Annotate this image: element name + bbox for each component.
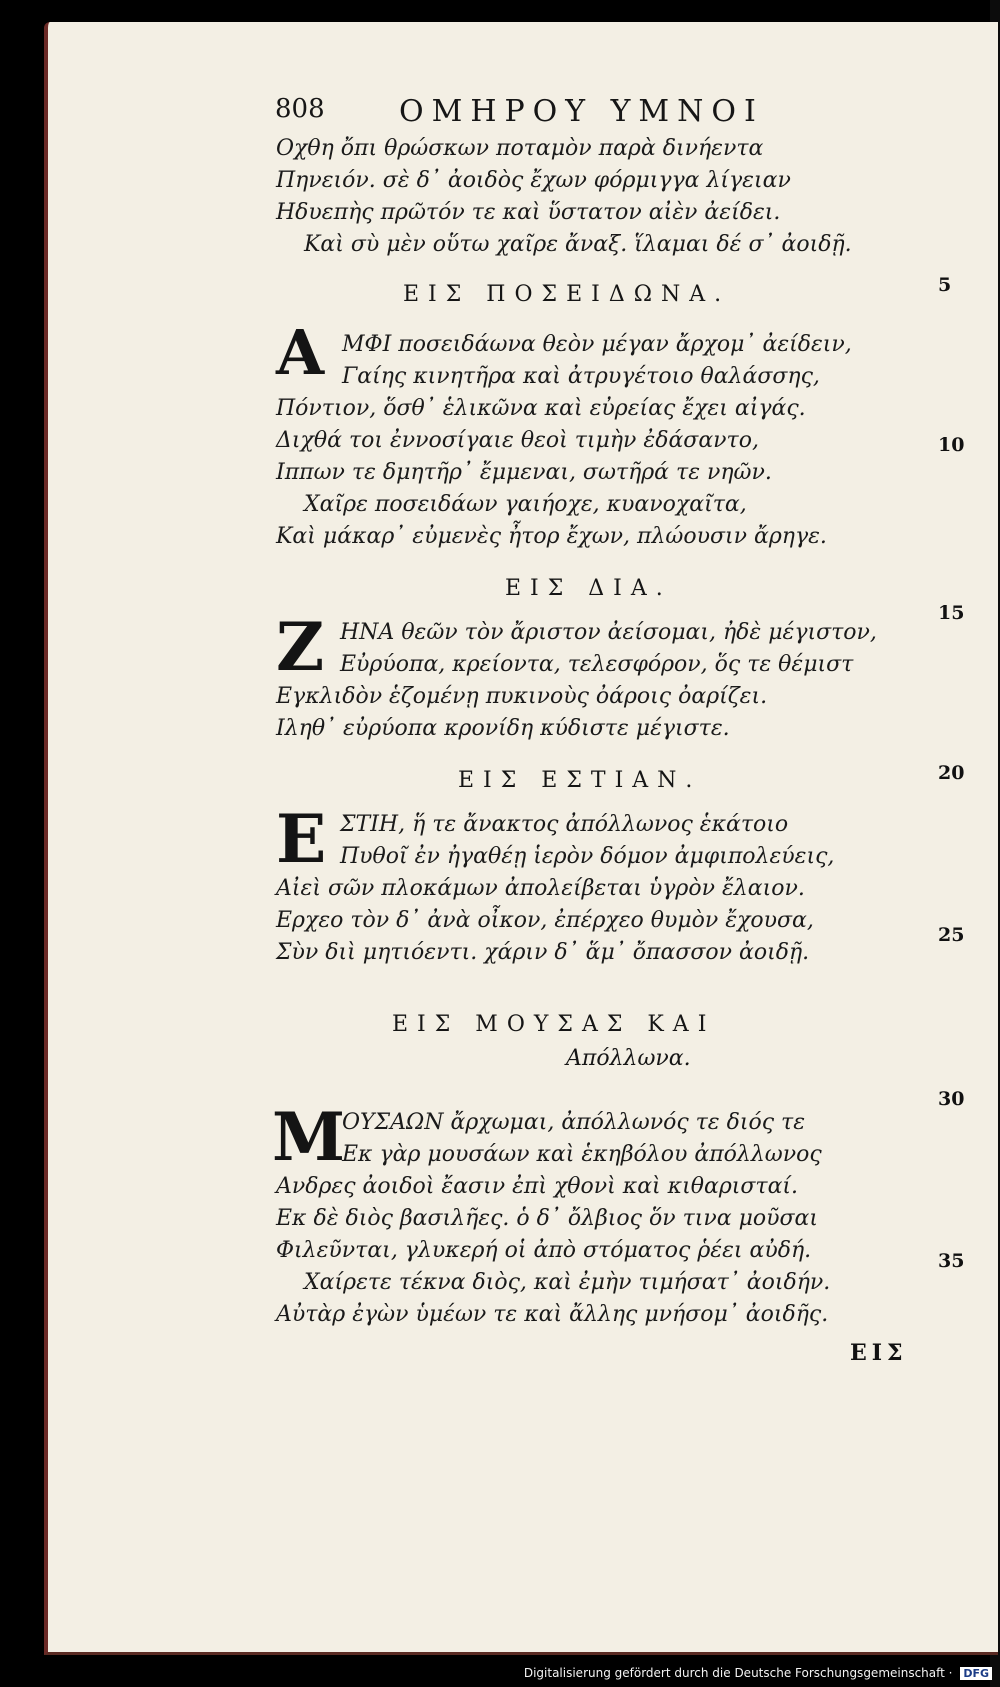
drop-capital: M: [272, 1098, 346, 1176]
text-line: Χαῖρε ποσειδάων γαιήοχε, κυανοχαῖτα,: [304, 492, 747, 517]
hymn-heading: ΕΙΣ ΔΙΑ.: [505, 576, 672, 601]
text-line: Εκ δὲ διὸς βασιλῆες. ὁ δ᾽ ὄλβιος ὅν τινα μοῦσαι: [276, 1206, 819, 1231]
text-line: Ιππων τε δμητῆρ᾽ ἔμμεναι, σωτῆρά τε νηῶν.: [276, 460, 772, 485]
text-line: Ερχεο τὸν δ᾽ ἀνὰ οἶκον, ἐπέρχεο θυμὸν ἔχουσα,: [276, 908, 814, 933]
text-line: Ανδρες ἀοιδοὶ ἔασιν ἐπὶ χθονὶ καὶ κιθαρισταί.: [276, 1174, 799, 1199]
dfg-logo-icon: DFG: [960, 1667, 992, 1680]
text-line: Εγκλιδὸν ἑζομένῃ πυκινοὺς ὀάροις ὀαρίζει.: [276, 684, 768, 709]
text-line: Καὶ σὺ μὲν οὕτω χαῖρε ἄναξ. ἵλαμαι δέ σ᾽ ἀοιδῇ.: [304, 232, 852, 257]
text-line: Καὶ μάκαρ᾽ εὐμενὲς ἦτορ ἔχων, πλώουσιν ἄρηγε.: [276, 524, 827, 549]
text-line: Διχθά τοι ἐννοσίγαιε θεοὶ τιμὴν ἐδάσαντο,: [276, 428, 759, 453]
page-header: [275, 94, 815, 134]
hymn-heading: ΕΙΣ ΠΟΣΕΙΔΩΝΑ.: [403, 282, 731, 307]
text-line: ΗΝΑ θεῶν τὸν ἄριστον ἀείσομαι, ἠδὲ μέγιστον,: [340, 620, 877, 645]
text-line: Πυθοῖ ἐν ἠγαθέῃ ἱερὸν δόμον ἀμφιπολεύεις,: [340, 844, 835, 869]
drop-capital: E: [276, 800, 327, 878]
drop-capital: Z: [276, 608, 325, 686]
text-line: Ηδυεπὴς πρῶτόν τε καὶ ὕστατον αἰὲν ἀείδει.: [276, 200, 781, 225]
text-line: ΣΤΙΗ, ἥ τε ἄνακτος ἀπόλλωνος ἑκάτοιο: [340, 812, 789, 837]
text-line: Εκ γὰρ μουσάων καὶ ἑκηβόλου ἀπόλλωνος: [342, 1142, 822, 1167]
hymn-heading: ΕΙΣ ΕΣΤΙΑΝ.: [458, 768, 702, 793]
text-line: Αἰεὶ σῶν πλοκάμων ἀπολείβεται ὑγρὸν ἔλαιον.: [276, 876, 805, 901]
text-line: Ιληθ᾽ εὐρύοπα κρονίδη κύδιστε μέγιστε.: [276, 716, 730, 741]
line-number: 5: [938, 274, 952, 296]
funding-footer: [524, 1666, 992, 1680]
text-line: Πηνειόν. σὲ δ᾽ ἀοιδὸς ἔχων φόρμιγγα λίγειαν: [276, 168, 791, 193]
text-line: Φιλεῦνται, γλυκερή οἱ ἀπὸ στόματος ῥέει αὐδή.: [276, 1238, 812, 1263]
book-page: [44, 22, 998, 1655]
catchword: ΕΙΣ: [850, 1340, 908, 1366]
text-line: Αὐτὰρ ἐγὼν ὑμέων τε καὶ ἄλλης μνήσομ᾽ ἀοιδῆς.: [276, 1302, 829, 1327]
text-line: Γαίης κινητῆρα καὶ ἀτρυγέτοιο θαλάσσης,: [342, 364, 820, 389]
footer-text: Digitalisierung gefördert durch die Deutsche Forschungsgemeinschaft ·: [523, 1666, 953, 1680]
text-line: ΜΦΙ ποσειδάωνα θεὸν μέγαν ἄρχομ᾽ ἀείδειν,: [342, 332, 852, 357]
running-title: ΟΜΗΡΟΥ ΥΜΝΟΙ: [399, 94, 764, 129]
text-line: ΟΥΣΑΩΝ ἄρχωμαι, ἀπόλλωνός τε διός τε: [342, 1110, 806, 1135]
line-number: 35: [938, 1250, 965, 1272]
text-line: Εὐρύοπα, κρείοντα, τελεσφόρον, ὅς τε θέμιστ: [340, 652, 854, 677]
text-line: Πόντιον, ὅσθ᾽ ἑλικῶνα καὶ εὐρείας ἔχει αἰγάς.: [276, 396, 806, 421]
line-number: 25: [938, 924, 965, 946]
hymn-heading: ΕΙΣ ΜΟΥΣΑΣ ΚΑΙ: [392, 1012, 716, 1037]
text-line: Χαίρετε τέκνα διὸς, καὶ ἐμὴν τιμήσατ᾽ ἀοιδήν.: [304, 1270, 831, 1295]
text-line: Οχθη ὄπι θρώσκων ποταμὸν παρὰ δινήεντα: [276, 136, 764, 161]
line-number: 15: [938, 602, 965, 624]
page-number: 808: [275, 94, 325, 124]
text-line: Σὺν διὶ μητιόεντι. χάριν δ᾽ ἅμ᾽ ὄπασσον ἀοιδῇ.: [276, 940, 810, 965]
line-number: 30: [938, 1088, 965, 1110]
drop-capital: A: [276, 316, 325, 389]
hymn-subheading: Απόλλωνα.: [566, 1046, 691, 1071]
line-number: 20: [938, 762, 965, 784]
line-number: 10: [938, 434, 965, 456]
